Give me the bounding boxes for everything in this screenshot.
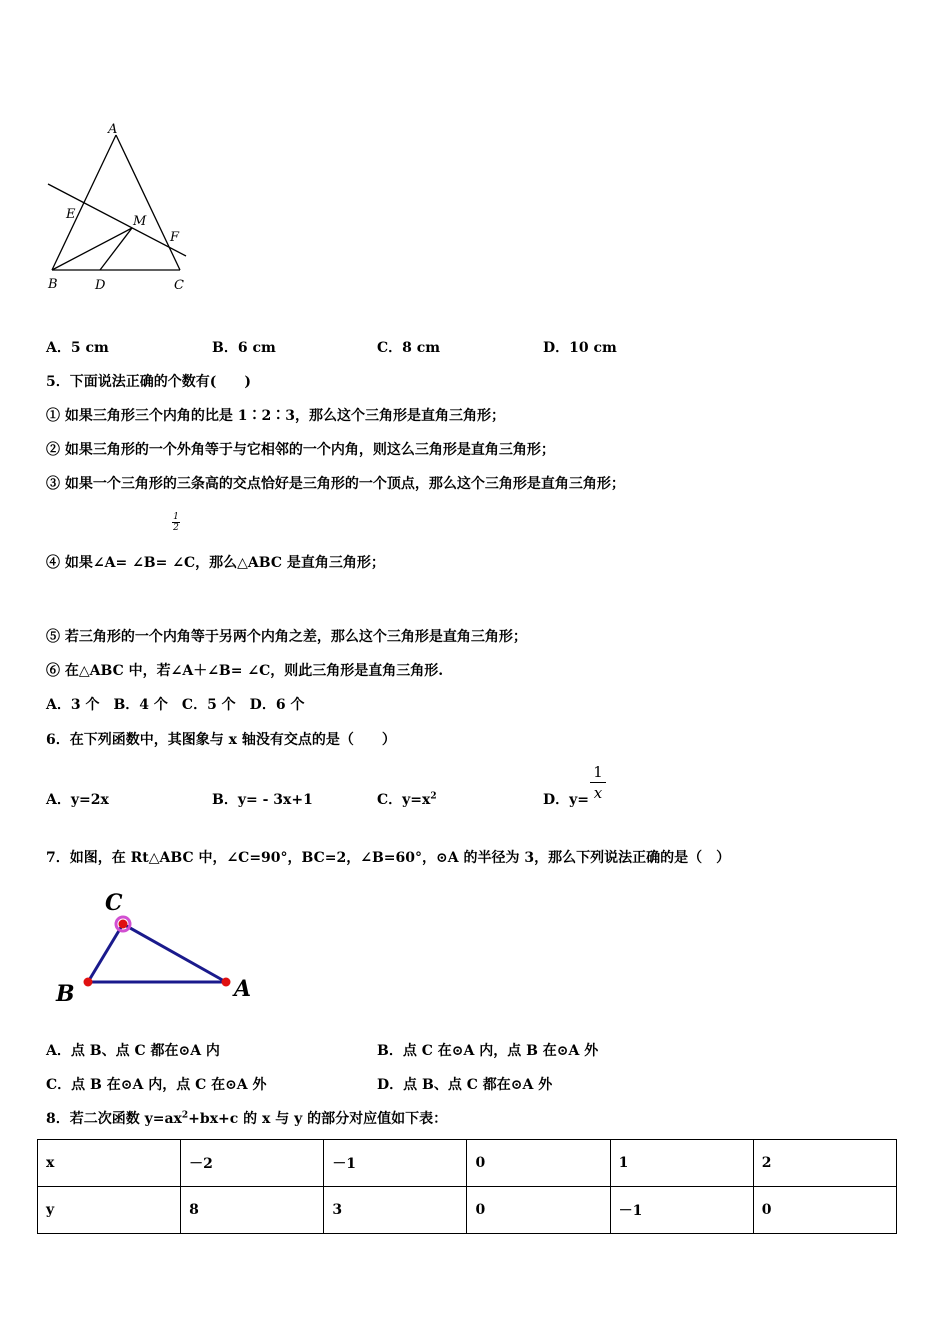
table-row-x [38,1140,897,1187]
q6-stem: 6．在下列函数中，其图象与 x 轴没有交点的是（ ） [46,732,396,748]
q5-statement-2: ② 如果三角形的一个外角等于与它相邻的一个内角，则这么三角形是直角三角形； [46,442,555,458]
point-b [84,978,93,987]
label-b: B [48,277,58,292]
q7-option-c: C．点 B 在⊙A 内，点 C 在⊙A 外 [46,1077,267,1093]
table-cell: －1 [324,1140,467,1187]
segment-ca [123,924,226,982]
q5-stem: 5．下面说法正确的个数有( ) [46,374,251,390]
q6-option-d: D．y= [543,792,590,808]
q4-option-d: D．10 cm [543,340,617,356]
q7-option-b: B．点 C 在⊙A 内，点 B 在⊙A 外 [377,1043,599,1059]
segment-dm [100,228,132,270]
table-cell: －2 [181,1140,324,1187]
q4-option-a: A．5 cm [46,340,109,356]
q7-option-d: D．点 B、点 C 都在⊙A 外 [377,1077,553,1093]
label-a: A [108,122,118,137]
label-m: M [133,214,147,229]
q5-statement-1: ① 如果三角形三个内角的比是 1∶2∶3，那么这个三角形是直角三角形； [46,408,505,424]
segment-bm [52,228,132,270]
table-cell: 0 [753,1187,896,1234]
segment-ac [116,135,180,270]
q6-option-a: A．y=2x [46,792,109,808]
q6-option-b: B．y= - 3x+1 [212,792,313,808]
table-row-y [38,1187,897,1234]
q5-half-fraction: $\frac{1}{2}$ [173,512,179,533]
table-cell: 0 [467,1187,610,1234]
table-cell: x [38,1140,181,1187]
table-cell: －1 [610,1187,753,1234]
q4-triangle-figure [40,118,200,300]
point-c [119,920,128,929]
q7-triangle-figure [50,884,260,1008]
label-a: A [234,976,252,1002]
table-cell: y [38,1187,181,1234]
label-f: F [170,230,180,245]
q7-stem: 7．如图，在 Rt△ABC 中，∠C=90°，BC=2，∠B=60°，⊙A 的半径为 3，那么下列说法正确的是（ ） [46,850,731,866]
table-cell: 3 [324,1187,467,1234]
label-e: E [66,207,76,222]
table-cell: 2 [753,1140,896,1187]
q5-options: A．3 个 B．4 个 C．5 个 D．6 个 [46,697,305,713]
q4-option-c: C．8 cm [377,340,441,356]
label-c: C [174,278,184,293]
q5-statement-5: ⑤ 若三角形的一个内角等于另两个内角之差，那么这个三角形是直角三角形； [46,629,527,645]
q8-value-table [37,1139,897,1234]
q6-option-c: C．$y=x^2$ [377,791,437,808]
label-d: D [95,278,106,293]
q5-statement-4: ④ 如果∠A= ∠B= ∠C，那么△ABC 是直角三角形； [46,555,385,571]
q4-option-b: B．6 cm [212,340,276,356]
table-cell: 8 [181,1187,324,1234]
q8-stem: 8．若二次函数 $y=ax^2+bx+c$ 的 x 与 y 的部分对应值如下表： [46,1110,448,1127]
point-a [222,978,231,987]
q5-statement-3: ③ 如果一个三角形的三条高的交点恰好是三角形的一个顶点，那么这个三角形是直角三角形； [46,476,625,492]
q7-option-a: A．点 B、点 C 都在⊙A 内 [46,1043,220,1059]
table-cell: 0 [467,1140,610,1187]
label-c: C [105,890,123,916]
table-cell: 1 [610,1140,753,1187]
label-b: B [56,981,75,1007]
segment-cb [88,924,123,982]
q5-statement-6: ⑥ 在△ABC 中，若∠A＋∠B= ∠C，则此三角形是直角三角形. [46,663,444,679]
q6-option-d-fraction: $\frac{1}{x}$ [590,762,606,803]
